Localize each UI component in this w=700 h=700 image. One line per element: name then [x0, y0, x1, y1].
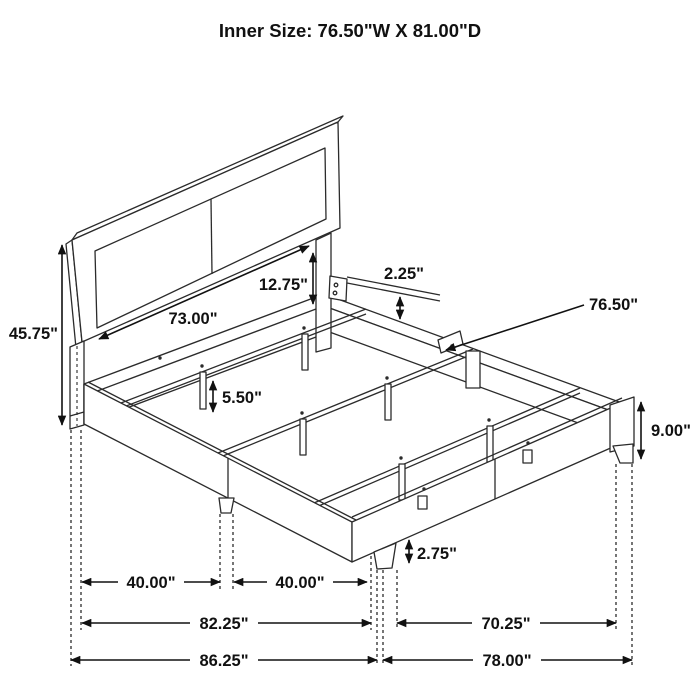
- support-leg: [200, 372, 206, 409]
- slat-slot: [418, 496, 427, 509]
- page-title: Inner Size: 76.50"W X 81.00"D: [218, 20, 482, 41]
- dim-overall-depth: 86.25": [199, 652, 249, 670]
- dim-foot-inner-span: 70.25": [481, 615, 531, 633]
- dim-inner-width: 76.50": [589, 296, 639, 314]
- dim-bracket-gap: 2.25": [384, 265, 424, 283]
- dim-overall-width: 78.00": [482, 652, 532, 670]
- dim-headboard-height: 45.75": [8, 325, 58, 343]
- dim-leg-exposed: 12.75": [258, 276, 308, 294]
- foot-rail: [352, 398, 622, 569]
- slat-slot: [523, 450, 532, 463]
- dim-leader-inner-width: [446, 305, 584, 350]
- center-rail-bracket: [466, 351, 480, 388]
- support-leg: [302, 334, 308, 370]
- front-right-corner: [610, 397, 634, 463]
- dim-side-rail-length: 82.25": [199, 615, 249, 633]
- center-leg: [219, 498, 234, 513]
- dim-leg-spacing-front: 40.00": [275, 574, 325, 592]
- support-leg: [300, 419, 306, 455]
- dim-headboard-width: 73.00": [168, 310, 218, 328]
- dim-front-leg-height: 2.75": [417, 545, 457, 563]
- dim-support-leg-height: 5.50": [222, 389, 262, 407]
- bracket-plate: [329, 276, 347, 301]
- front-right-leg: [613, 444, 633, 463]
- support-leg: [385, 384, 391, 420]
- dim-leg-spacing-back: 40.00": [126, 574, 176, 592]
- left-rail-face: [84, 384, 352, 562]
- dim-rail-height: 9.00": [651, 422, 691, 440]
